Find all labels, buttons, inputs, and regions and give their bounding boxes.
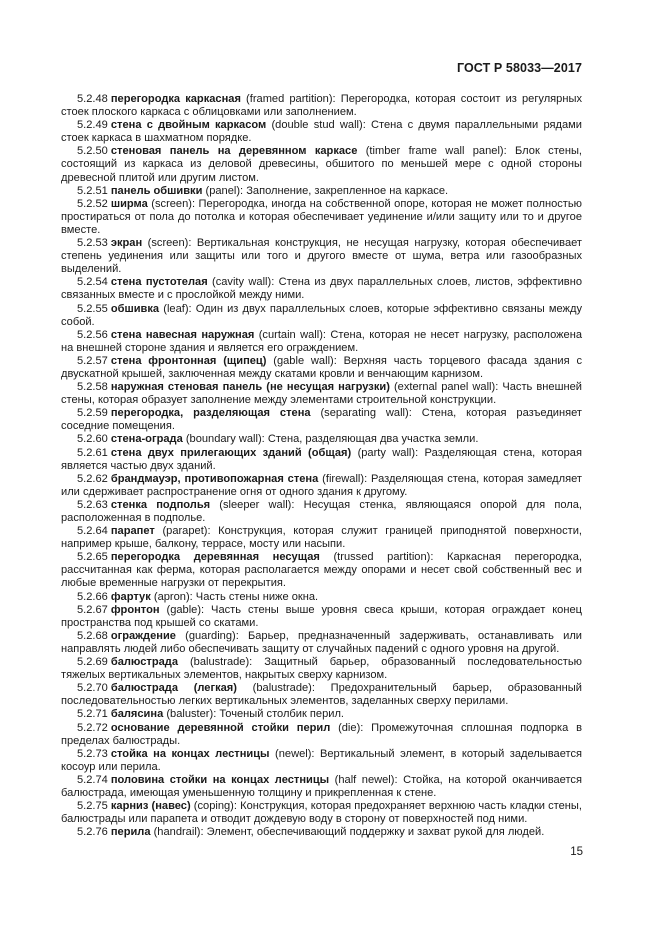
entry-definition: (apron): Часть стены ниже окна. (150, 590, 319, 603)
definition-entry (61, 198, 582, 237)
entry-definition: (party wall): Разделяющая стена, которая является частью двух зданий. (61, 446, 582, 472)
entry-definition: (guarding): Барьер, предназначенный задерживать, останавливать или направлять людей либо обеспечивать защиту от случайных падений с одного уровня на другой. (61, 629, 582, 655)
entry-term: балюстрада (легкая) (110, 682, 237, 695)
entry-definition: (balustrade): Предохранительный барьер, образованный последовательностью легких вертикальных элементов, заделанных сверху перилами. (61, 682, 582, 708)
entry-number: 5.2.62 (77, 472, 108, 485)
entry-definition: (die): Промежуточная сплошная подпорка в пределах балюстрады. (61, 721, 582, 747)
entry-number: 5.2.66 (77, 590, 108, 603)
definition-entry (61, 656, 582, 682)
entry-term: брандмауэр, противопожарная стена (110, 472, 319, 485)
entry-number: 5.2.49 (77, 119, 108, 132)
entry-number: 5.2.48 (77, 93, 108, 105)
entry-number: 5.2.75 (77, 800, 108, 813)
entry-definition: (gable wall): Верхняя часть торцевого фасада здания с двускатной крышей, заключенная между скатами кровли и венчающим карнизом. (61, 354, 582, 380)
entry-term: перегородка деревянная несущая (110, 551, 320, 564)
entry-term: парапет (110, 525, 155, 538)
entry-term: балясина (110, 708, 164, 721)
definition-entry (61, 774, 582, 800)
entry-number: 5.2.74 (77, 773, 108, 786)
entry-term: стеновая панель на деревянном каркасе (110, 145, 358, 158)
entry-definition: (panel): Заполнение, закрепленное на каркасе. (202, 184, 449, 197)
definition-entry (61, 119, 582, 145)
definition-entry (61, 407, 582, 433)
entry-term: стена двух прилегающих зданий (общая) (110, 446, 352, 459)
entry-term: обшивка (110, 302, 160, 315)
definition-entry (61, 722, 582, 748)
entry-term: панель обшивки (110, 184, 203, 197)
entry-number: 5.2.72 (77, 721, 108, 734)
entry-number: 5.2.58 (77, 381, 108, 394)
definition-entry (61, 826, 582, 839)
entry-definition: (balustrade): Защитный барьер, образованный последовательностью тяжелых вертикальных элементов, накрытых сверху карнизом. (61, 656, 582, 682)
entry-term: стенка подполья (110, 498, 211, 511)
entry-number: 5.2.73 (77, 747, 108, 760)
definition-entry (61, 303, 582, 329)
definition-entry (61, 551, 582, 590)
entry-term: перила (110, 826, 151, 839)
entry-term: наружная стеновая панель (не несущая нагрузки) (110, 381, 390, 394)
entry-number: 5.2.54 (77, 276, 108, 289)
entry-term: фартук (110, 590, 151, 603)
entry-definition: (coping): Конструкция, которая предохраняет верхнюю часть кладки стены, балюстрады или парапета и отводит дождевую воду в сторону от поверхностей под ними. (61, 800, 582, 826)
entry-number: 5.2.70 (77, 682, 108, 695)
entry-term: карниз (навес) (110, 800, 191, 813)
entry-number: 5.2.53 (77, 237, 108, 250)
definition-entry (61, 499, 582, 525)
definition-entry (61, 800, 582, 826)
entry-definition: (cavity wall): Стена из двух параллельных слоев, листов, эффективно связанных вместе и с прослойкой между ними. (61, 276, 582, 302)
entry-term: основание деревянной стойки перил (110, 721, 331, 734)
entry-term: стена с двойным каркасом (110, 119, 267, 132)
entry-definition: (separating wall): Стена, которая разъединяет соседние помещения. (61, 407, 583, 433)
entry-term: экран (110, 237, 143, 250)
entry-definition: (timber frame wall panel): Блок стены, состоящий из каркаса из деловой древесины, обшитого по меньшей мере с одной стороны древесной плитой или другим листом. (61, 145, 583, 184)
entry-number: 5.2.76 (77, 826, 108, 839)
definition-entry (61, 185, 582, 198)
entry-number: 5.2.61 (77, 446, 108, 459)
entry-number: 5.2.59 (77, 407, 108, 420)
entry-term: половина стойки на концах лестницы (110, 773, 330, 786)
entry-number: 5.2.69 (77, 656, 108, 669)
definition-entry (61, 682, 582, 708)
entry-term: стена навесная наружная (110, 328, 255, 341)
entry-definition: (framed partition): Перегородка, которая состоит из регулярных стоек плоского каркаса с облицовками или заполнением. (61, 93, 582, 119)
entry-number: 5.2.64 (77, 525, 108, 538)
entry-definition: (parapet): Конструкция, которая служит границей приподнятой поверхности, например крыше, балкону, террасе, мосту или насыпи. (61, 525, 582, 551)
definition-entry (61, 447, 582, 473)
entry-definition: (screen): Перегородка, иногда на собственной опоре, которая не может полностью простираться от пола до потолка и которая обеспечивает уединение и/или защиту или то и другое вместе. (61, 197, 582, 236)
entry-term: перегородка, разделяющая стена (110, 407, 311, 420)
entry-number: 5.2.63 (77, 498, 108, 511)
page-number: 15 (570, 846, 583, 858)
entry-number: 5.2.68 (77, 629, 108, 642)
entry-term: фронтон (110, 603, 160, 616)
entry-term: перегородка каркасная (110, 93, 241, 105)
definition-entry (61, 355, 582, 381)
entry-number: 5.2.67 (77, 603, 108, 616)
entry-number: 5.2.51 (77, 184, 108, 197)
entry-number: 5.2.65 (77, 551, 108, 564)
definition-entry (61, 433, 582, 446)
definition-entry (61, 381, 582, 407)
definition-entry (61, 525, 582, 551)
document-header: ГОСТ Р 58033—2017 (456, 61, 582, 75)
entry-number: 5.2.55 (77, 302, 108, 315)
entry-definition: (gable): Часть стены выше уровня свеса крыши, которая ограждает конец пространства под крышей со скатами. (61, 603, 582, 629)
definition-entry (61, 473, 582, 499)
entry-term: ограждение (110, 629, 176, 642)
entry-definition: (newel): Вертикальный элемент, в который заделывается косоур или перила. (61, 747, 583, 773)
entry-definition: (trussed partition): Каркасная перегородка, рассчитанная как ферма, которая располагается между опорами и несет свой собственный вес и любые временные нагрузки от перекрытия. (61, 551, 582, 590)
entry-definition: (half newel): Стойка, на которой оканчивается балюстрада, имеющая уменьшенную толщину и прикрепленная к стене. (61, 773, 582, 799)
definitions-list (61, 93, 582, 839)
entry-definition: (sleeper wall): Несущая стенка, являющаяся опорой для пола, расположенная в подполье. (61, 498, 582, 524)
definition-entry (61, 591, 582, 604)
entry-number: 5.2.50 (77, 145, 108, 158)
entry-term: стена фронтонная (щипец) (110, 354, 267, 367)
definition-entry (61, 708, 582, 721)
definition-entry (61, 145, 582, 184)
definition-entry (61, 630, 582, 656)
entry-definition: (screen): Вертикальная конструкция, не несущая нагрузку, которая обеспечивает степень уединения или защиты или того и другого вместе от шума, ветра или газообразных выделений. (61, 237, 582, 276)
entry-number: 5.2.52 (77, 197, 108, 210)
entry-term: стена-ограда (110, 433, 183, 446)
entry-definition: (firewall): Разделяющая стена, которая замедляет или сдерживает распространение огня от одного здания к другому. (61, 472, 583, 498)
entry-term: стойка на концах лестницы (110, 747, 270, 760)
entry-definition: (baluster): Точеный столбик перил. (163, 708, 345, 721)
entry-definition: (curtain wall): Стена, которая не несет нагрузку, расположена на внешней стороне здания и является его ограждением. (61, 328, 583, 354)
entry-term: стена пустотелая (110, 276, 208, 289)
entry-definition: (external panel wall): Часть внешней стены, которая образует заполнение между элементами строительной конструкции. (61, 381, 582, 407)
entry-term: ширма (110, 197, 148, 210)
definition-entry (61, 604, 582, 630)
entry-term: балюстрада (110, 656, 179, 669)
entry-definition: (handrail): Элемент, обеспечивающий поддержку и захват рукой для людей. (150, 826, 545, 839)
definition-entry (61, 329, 582, 355)
entry-number: 5.2.56 (77, 328, 108, 341)
entry-definition: (leaf): Один из двух параллельных слоев, которые эффективно связаны между собой. (61, 302, 582, 328)
entry-number: 5.2.57 (77, 354, 108, 367)
definition-entry (61, 276, 582, 302)
entry-number: 5.2.60 (77, 433, 108, 446)
definition-entry (61, 748, 582, 774)
entry-number: 5.2.71 (77, 708, 108, 721)
entry-definition: (double stud wall): Стена с двумя параллельными рядами стоек каркаса в шахматном порядке. (61, 119, 582, 145)
definition-entry (61, 93, 582, 119)
definition-entry (61, 237, 582, 276)
entry-definition: (boundary wall): Стена, разделяющая два участка земли. (182, 433, 479, 446)
